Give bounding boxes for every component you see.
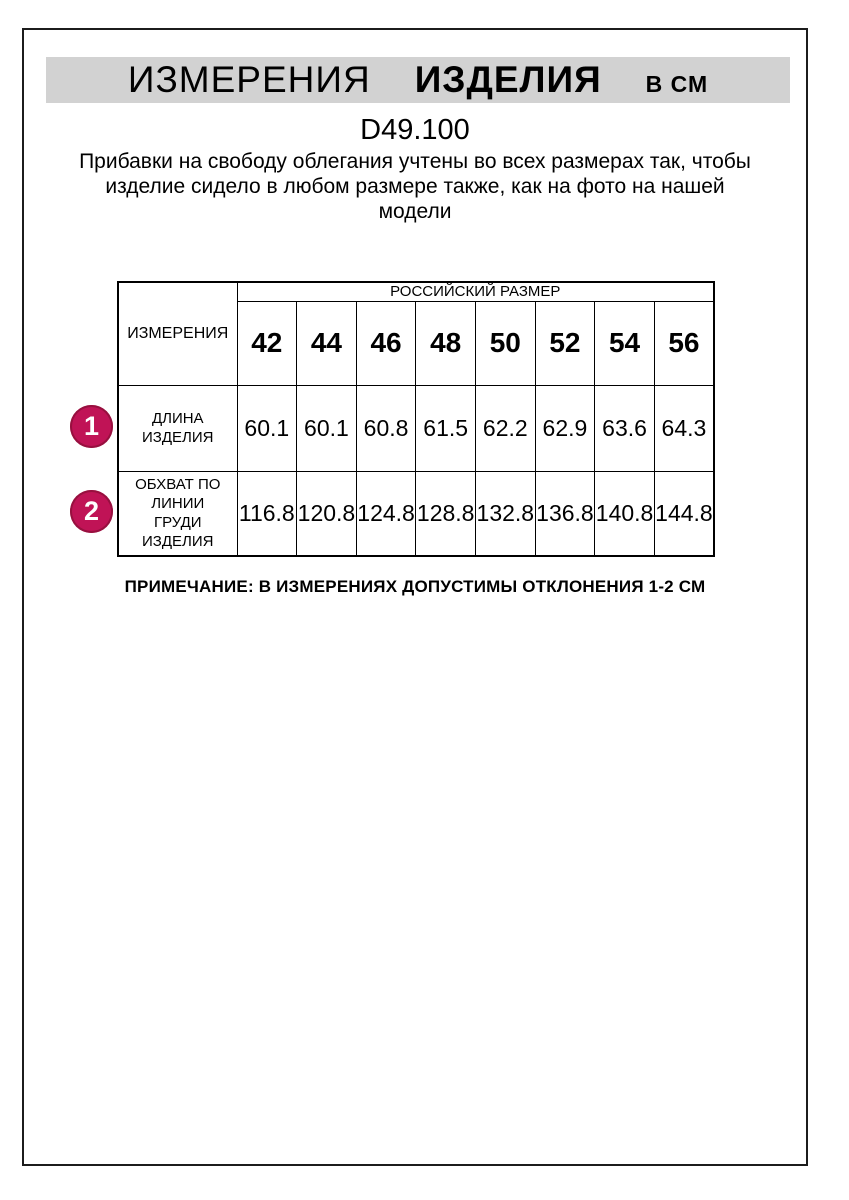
- value-cell: 116.8: [237, 471, 297, 556]
- row-marker-1: 1: [70, 405, 113, 448]
- size-header-cell: 54: [595, 301, 655, 385]
- table-row-chest: [118, 471, 714, 556]
- tolerance-note: ПРИМЕЧАНИЕ: В ИЗМЕРЕНИЯХ ДОПУСТИМЫ ОТКЛОНЕНИЯ 1-2 СМ: [124, 577, 706, 596]
- value-cell: 60.1: [297, 385, 357, 471]
- fit-description-line: Прибавки на свободу облегания учтены во всех размерах так, чтобы: [79, 150, 751, 173]
- table-group-header-row: [118, 282, 714, 301]
- size-header-cell: 48: [416, 301, 476, 385]
- value-cell: 64.3: [654, 385, 714, 471]
- measurements-table-zone: [24, 281, 806, 557]
- size-header-cell: 50: [476, 301, 536, 385]
- value-cell: 63.6: [595, 385, 655, 471]
- fit-description-line: модели: [378, 200, 452, 223]
- title-unit-cm: В СМ: [645, 71, 709, 97]
- value-cell: 132.8: [476, 471, 536, 556]
- value-cell: 120.8: [297, 471, 357, 556]
- row-marker-2: 2: [70, 490, 113, 533]
- document-page-frame: [22, 28, 808, 1166]
- size-group-header-cell: РОССИЙСКИЙ РАЗМЕР: [237, 282, 714, 301]
- row-label-cell: [118, 385, 237, 471]
- title-product: ИЗДЕЛИЯ: [414, 59, 602, 100]
- fit-description-line: изделие сидело в любом размере также, как на фото на нашей: [105, 175, 725, 198]
- product-code: D49.100: [360, 114, 470, 146]
- row-label-cell: [118, 471, 237, 556]
- title-measurements: ИЗМЕРЕНИЯ: [127, 59, 371, 100]
- size-header-cell: 44: [297, 301, 357, 385]
- value-cell: 62.9: [535, 385, 595, 471]
- table-row-length: [118, 385, 714, 471]
- fit-description: [24, 149, 806, 224]
- value-cell: 124.8: [356, 471, 416, 556]
- value-cell: 62.2: [476, 385, 536, 471]
- value-cell: 140.8: [595, 471, 655, 556]
- row-label: ДЛИНА ИЗДЕЛИЯ: [142, 410, 214, 446]
- value-cell: 61.5: [416, 385, 476, 471]
- value-cell: 60.1: [237, 385, 297, 471]
- value-cell: 136.8: [535, 471, 595, 556]
- measurements-table: [117, 281, 715, 557]
- size-header-cell: 42: [237, 301, 297, 385]
- size-header-cell: 46: [356, 301, 416, 385]
- value-cell: 128.8: [416, 471, 476, 556]
- value-cell: 60.8: [356, 385, 416, 471]
- row-label: ОБХВАТ ПО ЛИНИИ ГРУДИ ИЗДЕЛИЯ: [135, 476, 221, 551]
- value-cell: 144.8: [654, 471, 714, 556]
- size-header-cell: 56: [654, 301, 714, 385]
- measure-column-header-cell: ИЗМЕРЕНИЯ: [118, 282, 237, 385]
- size-header-cell: 52: [535, 301, 595, 385]
- title-banner: [46, 57, 790, 103]
